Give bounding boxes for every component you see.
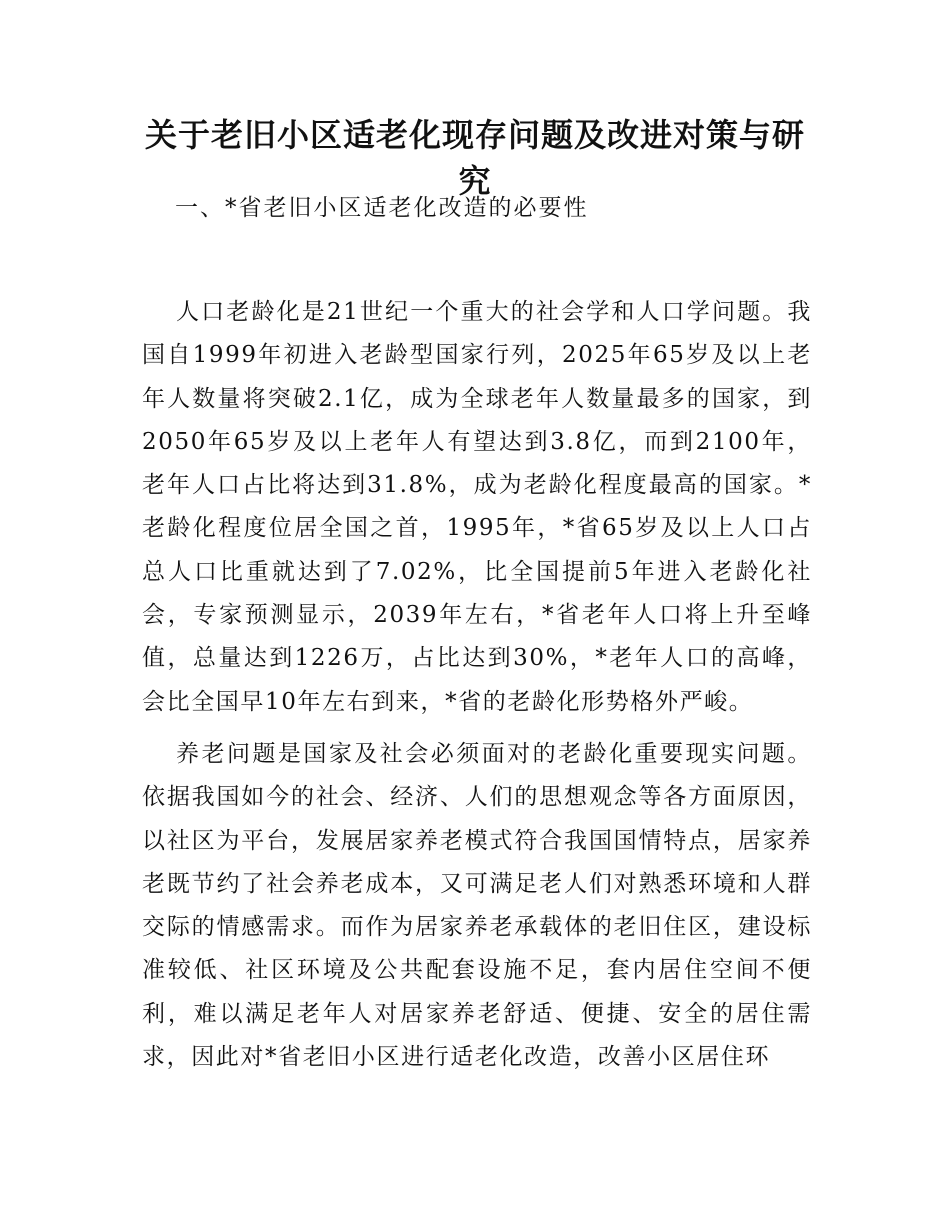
section-heading: 一、*省老旧小区适老化改造的必要性 bbox=[175, 195, 589, 221]
document-title: 关于老旧小区适老化现存问题及改进对策与研究 bbox=[144, 116, 805, 200]
body-paragraph: 人口老龄化是21世纪一个重大的社会学和人口学问题。我国自1999年初进入老龄型国家行列，2025年65岁及以上老年人数量将突破2.1亿，成为全球老年人数量最多的国家，到2050年65岁及以上老年人有望达到3.8亿，而到2100年，老年人口占比将达到31.8%，成为老龄化程度最高的国家。*老龄化程度位居全国之首，1995年，*省65岁及以上人口占总人口比重就达到了7.02%，比全国提前5年进入老龄化社会，专家预测显示，2039年左右，*省老年人口将上升至峰值，总量达到1226万，占比达到30%，*老年人口的高峰，会比全国早10年左右到来，*省的老龄化形势格外严峻。 bbox=[142, 299, 812, 715]
body-paragraph: 养老问题是国家及社会必须面对的老龄化重要现实问题。依据我国如今的社会、经济、人们的思想观念等各方面原因，以社区为平台，发展居家养老模式符合我国国情特点，居家养老既节约了社会养老成本，又可满足老人们对熟悉环境和人群交际的情感需求。而作为居家养老承载体的老旧住区，建设标准较低、社区环境及公共配套设施不足，套内居住空间不便利，难以满足老年人对居家养老舒适、便捷、安全的居住需求，因此对*省老旧小区进行适老化改造，改善小区居住环 bbox=[142, 741, 812, 1071]
